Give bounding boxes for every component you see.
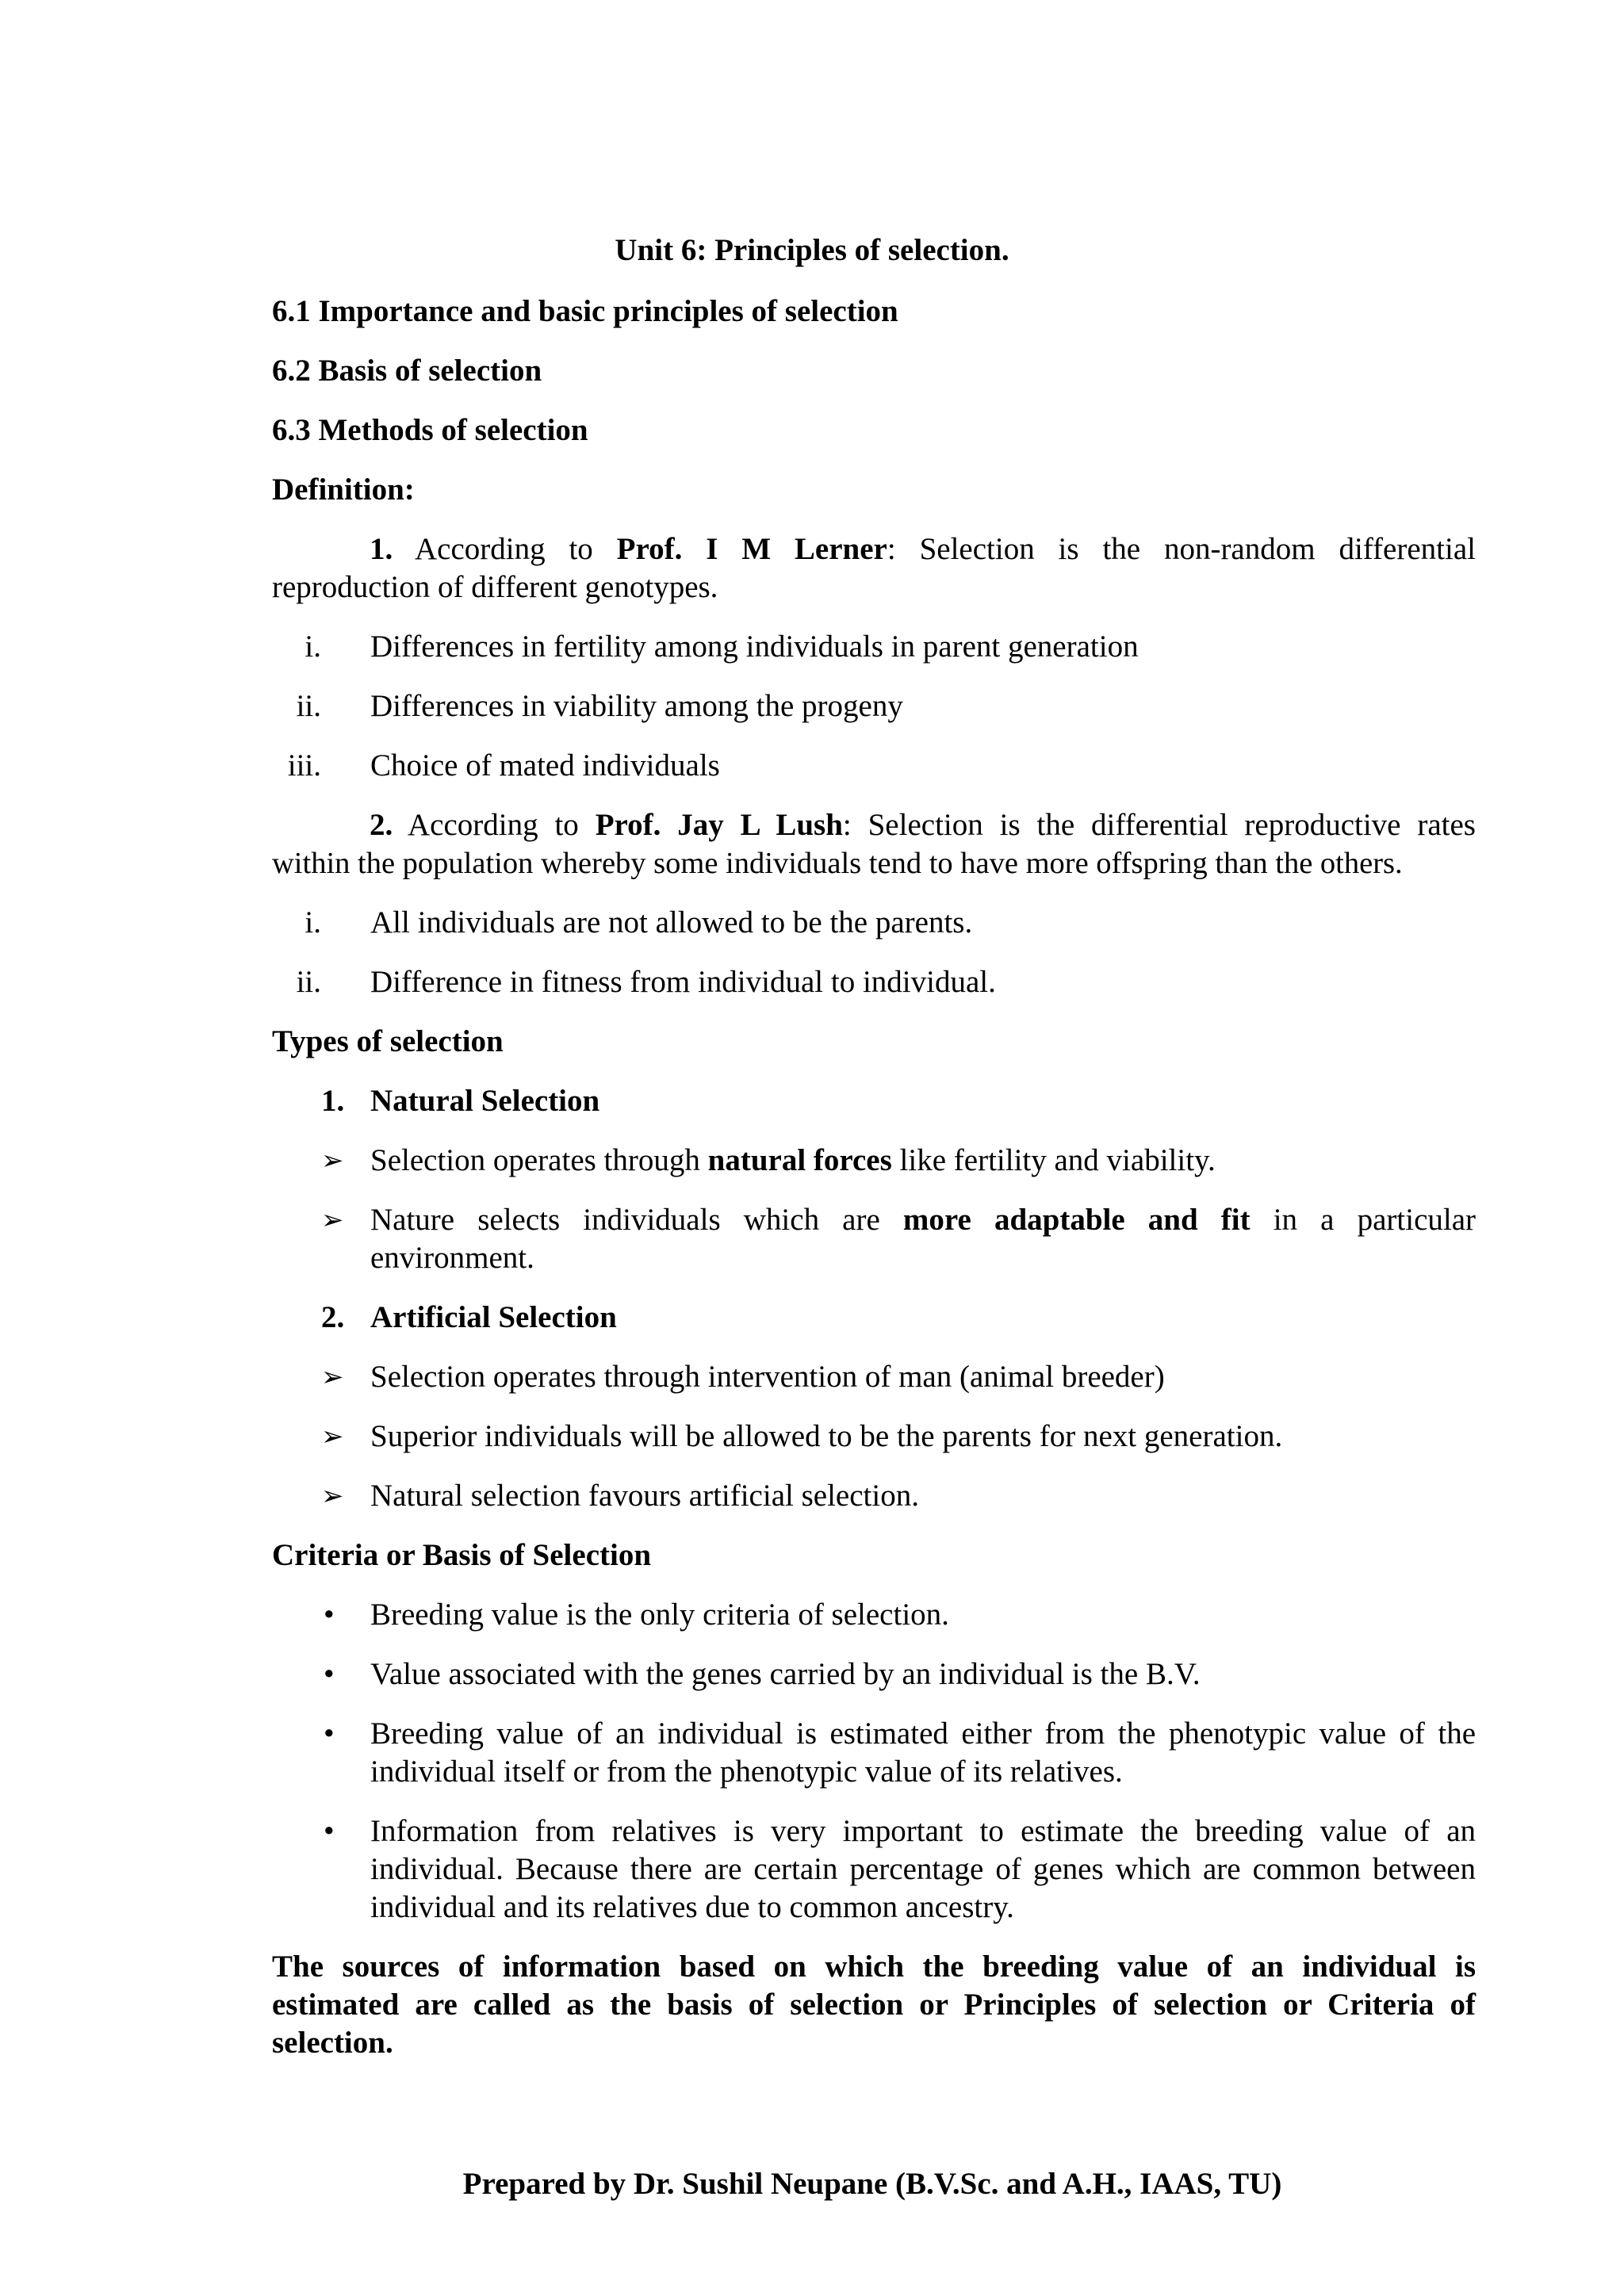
def1-item-3-marker: iii. <box>287 748 321 783</box>
def1-item-3: Choice of mated individuals <box>370 748 720 783</box>
natural-bullet-1-pre: Selection operates through <box>370 1143 708 1177</box>
natural-bullet-2-post: in a particular <box>1250 1203 1477 1237</box>
heading-6-2: 6.2 Basis of selection <box>272 354 542 388</box>
def1-number: 1. <box>370 532 393 566</box>
def1-item-2: Differences in viability among the progeny <box>370 689 903 723</box>
arrow-bullet-icon: ➢ <box>321 1145 344 1177</box>
criteria-bullet-3-line2: individual itself or from the phenotypic value of its relatives. <box>370 1755 1123 1789</box>
def1-line2: reproduction of different genotypes. <box>272 570 718 604</box>
footer-credit: Prepared by Dr. Sushil Neupane (B.V.Sc. and A.H., IAAS, TU) <box>462 2167 1282 2201</box>
heading-criteria: Criteria or Basis of Selection <box>272 1538 652 1572</box>
def2-item-1: All individuals are not allowed to be the parents. <box>370 905 973 939</box>
def2-line1-rest: : Selection is the differential reproductive rates <box>842 808 1476 842</box>
artificial-number: 2. <box>321 1300 345 1334</box>
artificial-bullet-1: Selection operates through intervention of man (animal breeder) <box>370 1360 1165 1394</box>
def2-line2: within the population whereby some individuals tend to have more offspring than the others. <box>272 847 1403 880</box>
artificial-bullet-3: Natural selection favours artificial selection. <box>370 1479 919 1513</box>
criteria-bullet-4-line3: individual and its relatives due to common ancestry. <box>370 1890 1014 1924</box>
def2-pre: According to <box>407 808 579 842</box>
conclusion-line2: estimated are called as the basis of selection or Principles of selection or Criteria of <box>272 1988 1476 2022</box>
conclusion-line3: selection. <box>272 2026 393 2060</box>
def1-line1-rest: : Selection is the non-random differential <box>887 532 1476 566</box>
natural-forces-bold: natural forces <box>707 1143 892 1177</box>
natural-number: 1. <box>321 1084 345 1118</box>
heading-definition: Definition: <box>272 473 415 507</box>
criteria-bullet-4-line2: individual. Because there are certain percentage of genes which are common between <box>370 1852 1476 1886</box>
page-title: Unit 6: Principles of selection. <box>615 233 1009 267</box>
criteria-bullet-1: Breeding value is the only criteria of selection. <box>370 1598 949 1632</box>
criteria-bullet-2: Value associated with the genes carried by an individual is the B.V. <box>370 1657 1201 1691</box>
def1-item-1-marker: i. <box>304 629 321 664</box>
def1-line1 <box>272 530 1476 568</box>
heading-types: Types of selection <box>272 1024 504 1058</box>
def2-line1 <box>272 806 1476 844</box>
def2-item-2: Difference in fitness from individual to individual. <box>370 965 996 999</box>
arrow-bullet-icon: ➢ <box>321 1480 344 1512</box>
def1-item-2-marker: ii. <box>296 689 321 723</box>
criteria-bullet-4-line1: Information from relatives is very important to estimate the breeding value of an <box>370 1814 1476 1848</box>
def2-item-2-marker: ii. <box>296 965 321 999</box>
arrow-bullet-icon: ➢ <box>321 1421 344 1452</box>
natural-bullet-2-pre: Nature selects individuals which are <box>370 1203 903 1237</box>
bullet-dot-icon: • <box>324 1814 335 1848</box>
natural-bullet-2-line2: environment. <box>370 1241 534 1275</box>
artificial-bullet-2: Superior individuals will be allowed to be the parents for next generation. <box>370 1419 1283 1453</box>
arrow-bullet-icon: ➢ <box>321 1204 344 1236</box>
conclusion-line1: The sources of information based on which the breeding value of an individual is <box>272 1950 1476 1984</box>
def2-number: 2. <box>370 808 393 842</box>
heading-6-3: 6.3 Methods of selection <box>272 413 588 447</box>
def1-pre: According to <box>414 532 593 566</box>
bullet-dot-icon: • <box>324 1598 335 1632</box>
natural-bullet-1-post: like fertility and viability. <box>891 1143 1216 1177</box>
def2-author: Prof. Jay L Lush <box>595 808 843 842</box>
def1-author: Prof. I M Lerner <box>616 532 887 566</box>
heading-6-1: 6.1 Importance and basic principles of selection <box>272 294 898 328</box>
natural-bullet-1 <box>370 1142 1216 1180</box>
natural-selection-label: Natural Selection <box>370 1084 600 1118</box>
def1-item-1: Differences in fertility among individuals in parent generation <box>370 629 1139 664</box>
criteria-bullet-3-line1: Breeding value of an individual is estimated either from the phenotypic value of the <box>370 1716 1476 1751</box>
bullet-dot-icon: • <box>324 1716 335 1751</box>
bullet-dot-icon: • <box>324 1657 335 1691</box>
adaptable-fit-bold: more adaptable and fit <box>902 1203 1251 1237</box>
artificial-selection-label: Artificial Selection <box>370 1300 617 1334</box>
def2-item-1-marker: i. <box>304 905 321 939</box>
arrow-bullet-icon: ➢ <box>321 1361 344 1393</box>
natural-bullet-2-line1 <box>370 1201 1476 1239</box>
